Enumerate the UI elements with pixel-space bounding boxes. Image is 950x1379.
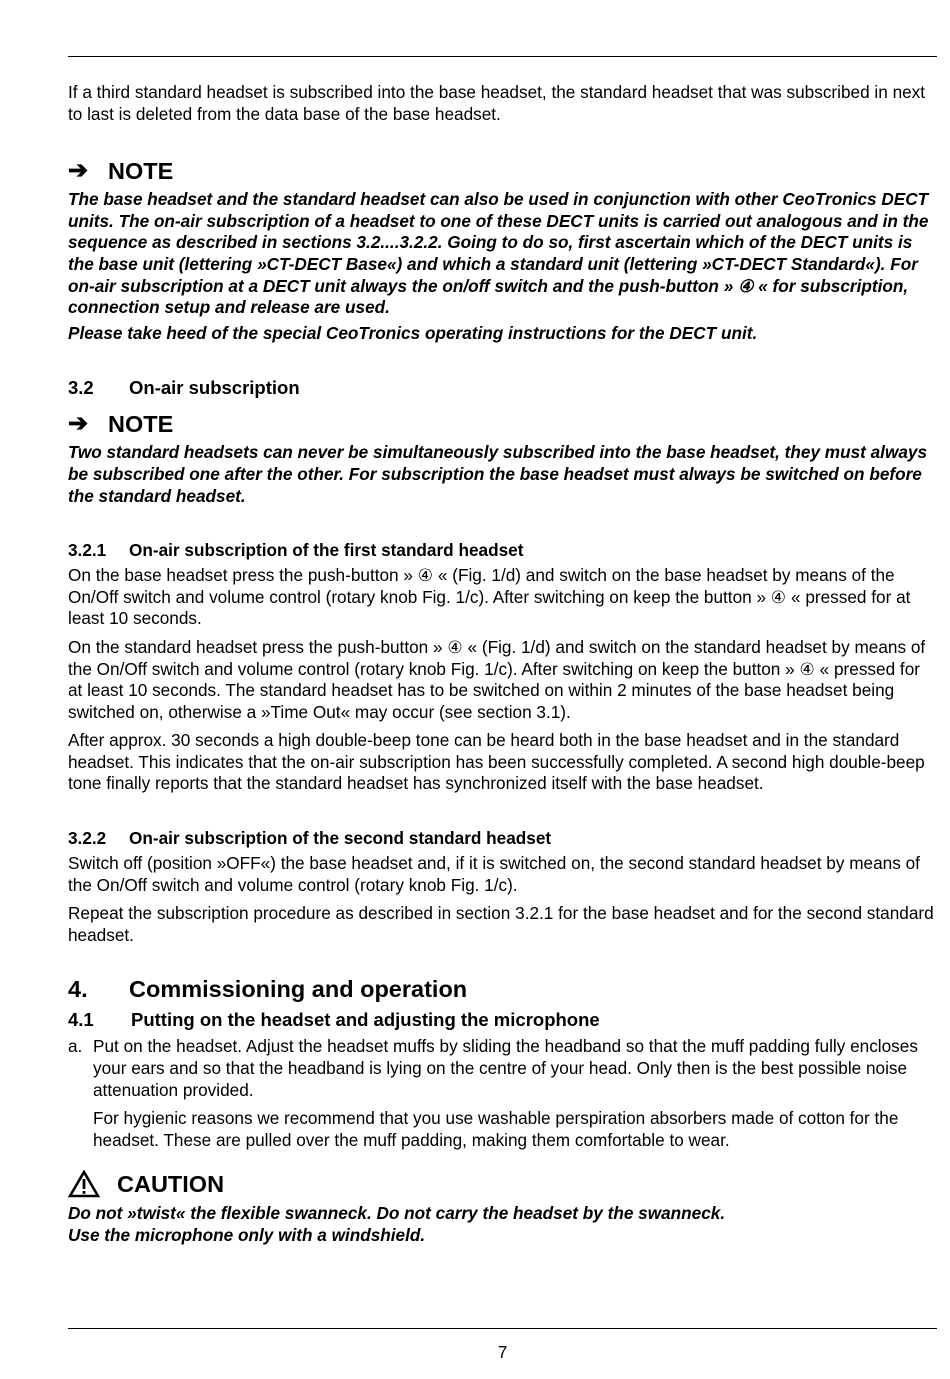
paragraph: After approx. 30 seconds a high double-beep tone can be heard both in the base headset and in the standard headset. This indicates that the on-air subscription has been successfully completed. A second high double-beep tone finally reports that the standard headset has synchronized itself with the base headset. — [68, 730, 925, 794]
section-title: Commissioning and operation — [129, 976, 468, 1003]
paragraph: For hygienic reasons we recommend that you use washable perspiration absorbers made of cotton for the headset. These are pulled over the muff padding, making them comfortable to wear. — [93, 1108, 899, 1150]
section-title: Putting on the headset and adjusting the microphone — [131, 1009, 600, 1031]
section-number: 4.1 — [68, 1009, 94, 1031]
caution-text-line-2: Use the microphone only with a windshield. — [68, 1225, 426, 1245]
section-title: On-air subscription — [129, 377, 300, 399]
note-title: NOTE — [108, 158, 174, 185]
paragraph: Switch off (position »OFF«) the base headset and, if it is switched on, the second standard headset by means of the On/Off switch and volume control (rotary knob Fig. 1/c). — [68, 853, 920, 895]
list-item — [68, 1036, 937, 1101]
note-heading-2 — [68, 410, 937, 438]
list-marker: a. — [68, 1036, 83, 1057]
section-heading-3-2-2 — [68, 827, 937, 849]
note-text: Two standard headsets can never be simultaneously subscribed into the base headset, they must always be subscribed one after the other. For subscription the base headset must always be switched on before the standard headset. — [68, 442, 928, 506]
footer-rule — [68, 1328, 937, 1329]
section-number: 4. — [68, 976, 88, 1003]
paragraph: On the base headset press the push-button » ④ « (Fig. 1/d) and switch on the base headset by means of the On/Off switch and volume control (rotary knob Fig. 1/c). After switching on keep the button » ④ « pressed for at least 10 seconds. — [68, 565, 911, 629]
section-heading-3-2-1 — [68, 539, 937, 561]
paragraph: Repeat the subscription procedure as described in section 3.2.1 for the base headset and for the second standard headset. — [68, 903, 934, 945]
section-number: 3.2.2 — [68, 828, 107, 849]
section-title: On-air subscription of the second standard headset — [129, 828, 552, 849]
section-number: 3.2.1 — [68, 540, 107, 561]
note-text-2: Please take heed of the special CeoTronics operating instructions for the DECT unit. — [68, 322, 758, 343]
paragraph: On the standard headset press the push-button » ④ « (Fig. 1/d) and switch on the standard headset by means of the On/Off switch and volume control (rotary knob Fig. 1/c). After switching on keep the button » ④ « pressed for at least 10 seconds. The standard headset has to be switched on within 2 minutes of the base headset being switched on, otherwise a »Time Out« may occur (see section 3.1). — [68, 636, 926, 722]
section-heading-3-2 — [68, 376, 937, 400]
page-content — [68, 82, 937, 1247]
note-heading — [68, 157, 937, 185]
note-title: NOTE — [108, 411, 174, 438]
header-rule — [68, 56, 937, 57]
page-number: 7 — [497, 1342, 508, 1362]
caution-heading — [68, 1169, 937, 1199]
section-heading-4 — [68, 974, 937, 1004]
arrow-right-icon: ➔ — [68, 410, 89, 438]
list-item-text: Put on the headset. Adjust the headset muffs by sliding the headband so that the muff padding fully encloses your ears and so that the headband is lying on the centre of your head. Only then is the best possible noise attenuation provided. — [93, 1036, 918, 1100]
caution-text-line-1: Do not »twist« the flexible swanneck. Do not carry the headset by the swanneck. — [68, 1203, 726, 1224]
warning-triangle-icon — [68, 1170, 100, 1198]
intro-paragraph: If a third standard headset is subscribed into the base headset, the standard headset that was subscribed in next to last is deleted from the data base of the base headset. — [68, 82, 926, 124]
note-text: The base headset and the standard headset can also be used in conjunction with other CeoTronics DECT units. The on-air subscription of a headset to one of these DECT units is carried out analogous and in the sequence as described in sections 3.2....3.2.2. Going to do so, first ascertain which of the DECT units is the base unit (lettering »CT-DECT Base«) and which a standard unit (lettering »CT-DECT Standard«). For on-air subscription at a DECT unit always the on/off switch and the push-button » ④ « for subscription, connection setup and release are used. — [68, 189, 929, 318]
section-title: On-air subscription of the first standard headset — [129, 540, 524, 561]
arrow-right-icon: ➔ — [68, 157, 89, 185]
section-heading-4-1 — [68, 1008, 937, 1032]
section-number: 3.2 — [68, 377, 94, 399]
caution-title: CAUTION — [117, 1171, 225, 1198]
